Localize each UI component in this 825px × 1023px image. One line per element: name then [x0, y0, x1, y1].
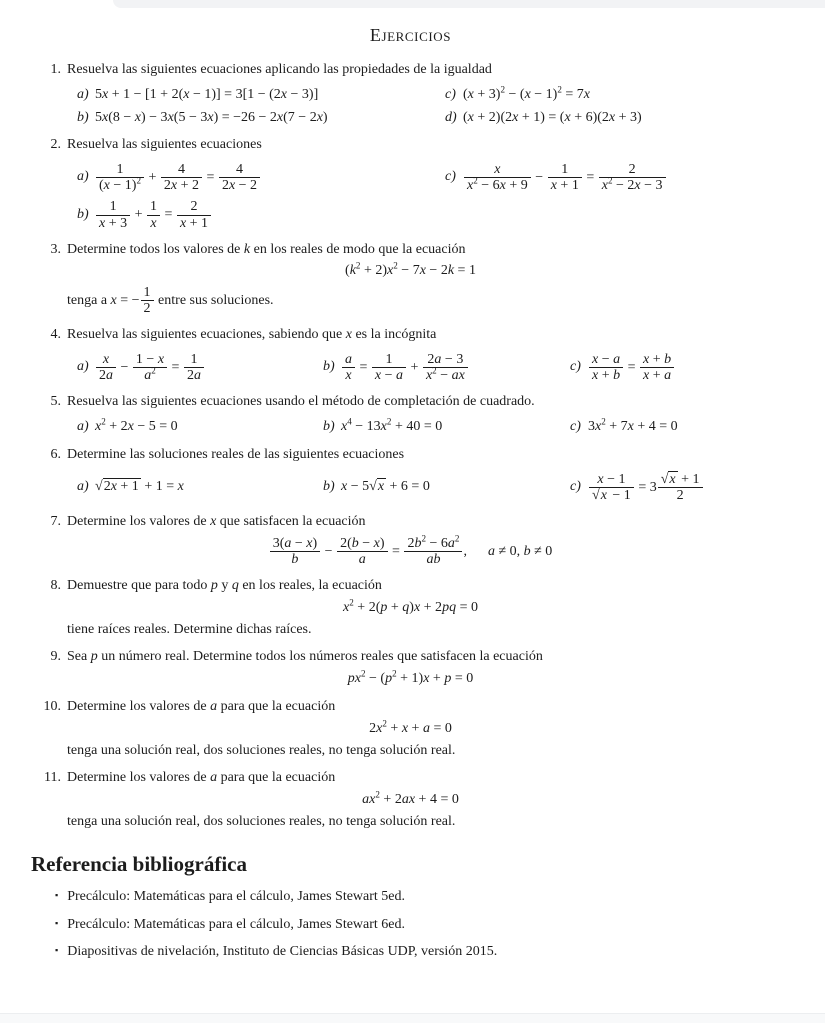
part-label: b)	[77, 206, 89, 222]
inline-math: $\frac{x - a}{x + b}$ = $\frac{x + b}{x + a}$	[588, 360, 675, 375]
fraction: $\frac{x}{2a}$	[96, 352, 116, 383]
part-label: a)	[77, 479, 89, 495]
part-label: d)	[445, 109, 457, 125]
inline-math: 5x(8 − x) − 3x(5 − 3x) = −26 − 2x(7 − 2x)	[95, 109, 328, 125]
part-math	[463, 162, 667, 193]
exercise-head	[40, 62, 781, 79]
bibliography-text: Diapositivas de nivelación, Instituto de Ciencias Básicas UDP, versión 2015.	[67, 944, 498, 960]
exercise-parts	[77, 162, 781, 230]
superscript: 2	[375, 789, 380, 800]
fraction: $\frac{1}{x + 1}$	[548, 162, 582, 193]
superscript: 2	[473, 175, 478, 186]
exercise-number: 10.	[43, 699, 61, 715]
part-label: a)	[77, 169, 89, 185]
part-math	[95, 199, 212, 230]
exercise-part	[323, 416, 570, 436]
inline-math: x	[345, 327, 352, 343]
exercise-number: 9.	[50, 649, 61, 665]
superscript: 2	[382, 718, 387, 729]
part-label: c)	[445, 169, 456, 185]
part-math	[588, 472, 704, 503]
exercise-number: 1.	[50, 62, 61, 77]
inline-math: $3x^2 + 7x + 4 = 0$	[588, 416, 678, 435]
exercise-part	[445, 84, 781, 104]
part-label: c)	[570, 419, 581, 435]
exercise-part	[570, 472, 781, 503]
exercise-head	[40, 447, 781, 464]
exercise-head	[40, 327, 781, 344]
superscript: 2	[360, 668, 366, 679]
inline-math: 5x + 1 − [1 + 2(x − 1)] = 3[1 − (2x − 3)]	[95, 86, 319, 102]
part-label: c)	[570, 359, 581, 375]
superscript: 2	[557, 84, 562, 95]
exercise-number: 8.	[50, 578, 61, 594]
exercise-part	[445, 162, 781, 193]
fraction: $\frac{x - a}{x + b}$	[589, 352, 623, 383]
display-equation	[40, 789, 781, 809]
exercise-8	[40, 578, 781, 638]
exercise-6	[40, 447, 781, 503]
inline-math: x = − $\frac{1}{2}$	[111, 293, 155, 308]
exercise-head	[40, 394, 781, 411]
bibliography-text: Precálculo: Matemáticas para el cálculo, James Stewart 5ed.	[67, 888, 406, 904]
inline-math: $x^2 + 2x - 5 = 0$	[95, 416, 178, 435]
inline-math: p	[90, 649, 98, 665]
exercise-5	[40, 394, 781, 436]
document-title: Ejercicios	[369, 25, 452, 45]
superscript: 2	[454, 533, 460, 544]
exercise-part	[323, 472, 570, 503]
inline-math: $\frac{1}{(x - 1)^2}$ + $\frac{4}{2x + 2}$ = $\frac{4}{2x - 2}$	[95, 170, 261, 185]
display-equation	[40, 260, 781, 280]
part-label: b)	[323, 359, 335, 375]
superscript: 2	[601, 416, 606, 427]
inline-math: √2x + 1 + 1 = x	[95, 479, 184, 495]
part-math	[95, 416, 178, 436]
part-math	[341, 479, 430, 496]
bibliography-heading: Referencia bibliográfica	[31, 851, 247, 876]
inline-math: $\frac{x - 1}{√x - 1}$ = 3 $\frac{√x + 1}{2}$	[588, 480, 704, 495]
part-math	[95, 110, 328, 127]
fraction: $\frac{√x + 1}{2}$	[658, 472, 703, 503]
exercise-prompt: Resuelva las siguientes ecuaciones, sabiendo que x es la incógnita	[67, 327, 437, 343]
exercise-continuation: tenga una solución real, dos soluciones reales, no tenga solución real.	[67, 814, 456, 830]
exercise-1	[40, 62, 781, 126]
superscript: 2	[607, 175, 613, 186]
exercise-number: 5.	[50, 394, 61, 410]
exercise-number: 6.	[50, 447, 61, 463]
part-label: b)	[77, 109, 89, 125]
fraction: $\frac{1}{x - a}$	[372, 352, 406, 383]
fraction: $\frac{1}{(x - 1)^2}$	[96, 162, 144, 193]
square-bullet-icon: ▪	[55, 917, 59, 928]
exercise-10	[40, 699, 781, 759]
part-math	[463, 84, 591, 104]
exercise-number: 2.	[50, 137, 61, 153]
bibliography-item	[40, 917, 781, 934]
exercise-part	[570, 352, 781, 383]
exercise-prompt: Demuestre que para todo p y q en los reales, la ecuación	[67, 578, 382, 594]
part-label: b)	[323, 419, 335, 435]
inline-math: x	[210, 514, 217, 530]
exercise-number: 4.	[50, 327, 61, 343]
window-bottom-edge-strip	[0, 1013, 825, 1023]
inline-math: x − 5√x + 6 = 0	[341, 479, 430, 495]
fraction: $\frac{1 - x}{a^2}$	[133, 352, 167, 383]
exercise-head	[40, 514, 781, 531]
exercise-prompt: Determine los valores de x que satisfacen la ecuación	[67, 514, 366, 530]
exercise-9	[40, 649, 781, 688]
superscript: 2	[421, 533, 426, 544]
fraction: $\frac{1}{2}$	[141, 285, 154, 316]
superscript: 2	[393, 260, 398, 271]
exercise-number: 11.	[44, 770, 61, 786]
radical-icon: √	[369, 479, 377, 495]
exercise-parts	[77, 472, 781, 503]
fraction: $\frac{a}{x}$	[342, 352, 355, 383]
exercise-head	[40, 649, 781, 666]
exercise-part	[77, 472, 323, 503]
part-label: a)	[77, 86, 89, 102]
exercise-prompt: Determine los valores de a para que la ecuación	[67, 699, 336, 715]
superscript: 2	[151, 365, 156, 376]
bibliography-item	[40, 889, 781, 906]
bibliography-section	[31, 851, 781, 961]
part-math	[341, 352, 469, 383]
inline-math: $\frac{1}{x + 3}$ + $\frac{1}{x}$ = $\frac{2}{x + 1}$	[95, 207, 212, 222]
part-math	[95, 87, 318, 104]
exercise-prompt: Sea p un número real. Determine todos los números reales que satisfacen la ecuación	[67, 649, 543, 665]
inline-math: $px^2 - (p^2 + 1)x + p = 0$	[347, 668, 474, 687]
exercise-continuation: tenga una solución real, dos soluciones reales, no tenga solución real.	[67, 742, 456, 758]
superscript: 4	[347, 416, 352, 427]
square-root: √2x + 1	[95, 479, 139, 495]
inline-math: $(k^2 + 2)x^2 - 7x - 2k = 1$	[345, 260, 476, 279]
superscript: 2	[432, 365, 437, 376]
exercise-part	[77, 416, 323, 436]
exercise-part	[77, 110, 445, 127]
bibliography-text: Precálculo: Matemáticas para el cálculo, James Stewart 6ed.	[67, 916, 406, 932]
inline-math: $\frac{a}{x}$ = $\frac{1}{x - a}$ + $\frac{2a - 3}{x^2 - ax}$	[341, 360, 469, 375]
display-equation	[40, 668, 781, 688]
fraction: $\frac{2(b - x)}{a}$	[337, 536, 387, 567]
fraction: $\frac{4}{2x + 2}$	[161, 162, 202, 193]
display-equation	[40, 718, 781, 738]
part-math	[463, 110, 642, 127]
square-root: √x	[660, 471, 676, 487]
exercise-list	[40, 62, 781, 831]
inline-math: k	[243, 241, 251, 257]
exercise-prompt: Resuelva las siguientes ecuaciones usando el método de completación de cuadrado.	[67, 394, 535, 410]
part-label: a)	[77, 419, 89, 435]
fraction: $\frac{1}{x}$	[147, 199, 160, 230]
display-equation	[40, 597, 781, 617]
inline-math: a	[210, 699, 218, 715]
bibliography-item	[40, 944, 781, 961]
fraction: $\frac{3(a - x)}{b}$	[270, 536, 320, 567]
square-bullet-icon: ▪	[55, 889, 59, 900]
part-label: b)	[323, 479, 335, 495]
exercise-part	[77, 87, 445, 104]
fraction: $\frac{x}{x^2 - 6x + 9}$	[464, 162, 531, 193]
superscript: 2	[349, 597, 354, 608]
inline-math: p	[210, 578, 218, 594]
fraction: $\frac{2}{x + 1}$	[177, 199, 211, 230]
part-math	[95, 479, 184, 496]
superscript: 2	[101, 416, 106, 427]
square-root: √x	[592, 487, 607, 503]
exercise-parts	[77, 84, 781, 127]
superscript: 2	[386, 416, 392, 427]
exercise-prompt: Resuelva las siguientes ecuaciones aplicando las propiedades de la igualdad	[67, 62, 492, 77]
part-label: a)	[77, 359, 89, 375]
exercise-prompt: Determine los valores de a para que la ecuación	[67, 770, 336, 786]
exercise-head	[40, 578, 781, 595]
part-label: c)	[570, 479, 581, 495]
inline-math: $(x + 3)^2 - (x - 1)^2 = 7x$	[463, 84, 591, 102]
exercise-prompt: Resuelva las siguientes ecuaciones	[67, 137, 262, 153]
fraction: $\frac{x - 1}{√x - 1}$	[589, 472, 634, 503]
part-math	[95, 162, 261, 193]
exercise-part	[77, 162, 445, 193]
inline-math: $\frac{3(a - x)}{b}$ − $\frac{2(b - x)}{a}$ = $\frac{2b^2 - 6a^2}{ab}$ ,	[269, 544, 467, 559]
exercise-part	[445, 110, 781, 127]
exercise-continuation: tiene raíces reales. Determine dichas raíces.	[67, 621, 312, 637]
part-label: c)	[445, 86, 456, 102]
radical-icon: √	[592, 487, 600, 503]
superscript: 2	[136, 175, 141, 186]
part-math	[95, 352, 205, 383]
radical-icon: √	[95, 479, 103, 495]
exercise-prompt: Determine todos los valores de k en los reales de modo que la ecuación	[67, 241, 466, 257]
exercise-head	[40, 770, 781, 787]
inline-math: (x + 2)(2x + 1) = (x + 6)(2x + 3)	[463, 109, 642, 125]
bibliography-list	[40, 889, 781, 961]
exercise-part	[323, 352, 570, 383]
fraction: $\frac{4}{2x - 2}$	[219, 162, 260, 193]
exercise-prompt: Determine las soluciones reales de las siguientes ecuaciones	[67, 447, 405, 463]
exercise-head	[40, 242, 781, 259]
inline-math: a	[210, 770, 218, 786]
fraction: $\frac{x + b}{x + a}$	[640, 352, 674, 383]
fraction: $\frac{2b^2 - 6a^2}{ab}$	[404, 536, 462, 567]
exercise-head	[40, 137, 781, 154]
exercise-part	[77, 199, 445, 230]
radical-icon: √	[660, 471, 669, 487]
fraction: $\frac{2a - 3}{x^2 - ax}$	[423, 352, 468, 383]
inline-math: $ax^2 + 2ax + 4 = 0$	[362, 789, 459, 808]
exercise-4	[40, 327, 781, 383]
superscript: 2	[500, 84, 505, 95]
display-equation	[40, 533, 781, 567]
exercise-11	[40, 770, 781, 830]
exercise-part	[77, 352, 323, 383]
superscript: 2	[355, 260, 361, 271]
inline-math: $\frac{x}{x^2 - 6x + 9}$ − $\frac{1}{x + 1}$ = $\frac{2}{x^2 - 2x - 3}$	[463, 170, 667, 185]
window-top-edge-strip	[113, 0, 825, 8]
inline-math: a ≠ 0, b ≠ 0	[487, 543, 553, 559]
superscript: 2	[392, 668, 397, 679]
inline-math: $2x^2 + x + a = 0$	[369, 718, 452, 736]
square-root: √x	[369, 479, 385, 495]
exercise-parts	[77, 352, 781, 383]
part-math	[588, 352, 675, 383]
exercise-head	[40, 699, 781, 716]
fraction: $\frac{1}{2a}$	[184, 352, 204, 383]
inline-math: $x^4 - 13x^2 + 40 = 0$	[341, 416, 443, 435]
inline-math: $\frac{x}{2a}$ − $\frac{1 - x}{a^2}$ = $\frac{1}{2a}$	[95, 360, 205, 375]
exercise-part	[570, 416, 781, 436]
exercise-number: 7.	[50, 514, 61, 530]
exercise-parts	[77, 416, 781, 436]
part-math	[588, 416, 678, 436]
exercise-7	[40, 514, 781, 567]
inline-math: $x^2 + 2(p + q)x + 2pq = 0$	[343, 597, 478, 615]
fraction: $\frac{1}{x + 3}$	[96, 199, 130, 230]
part-math	[341, 416, 443, 436]
square-bullet-icon: ▪	[55, 945, 59, 956]
inline-math: q	[231, 578, 239, 594]
exercise-2	[40, 137, 781, 230]
exercise-number: 3.	[50, 241, 61, 257]
exercise-3	[40, 242, 781, 317]
exercise-continuation: tenga a x = − $\frac{1}{2}$ entre sus soluciones.	[67, 285, 274, 317]
fraction: $\frac{2}{x^2 - 2x - 3}$	[599, 162, 666, 193]
